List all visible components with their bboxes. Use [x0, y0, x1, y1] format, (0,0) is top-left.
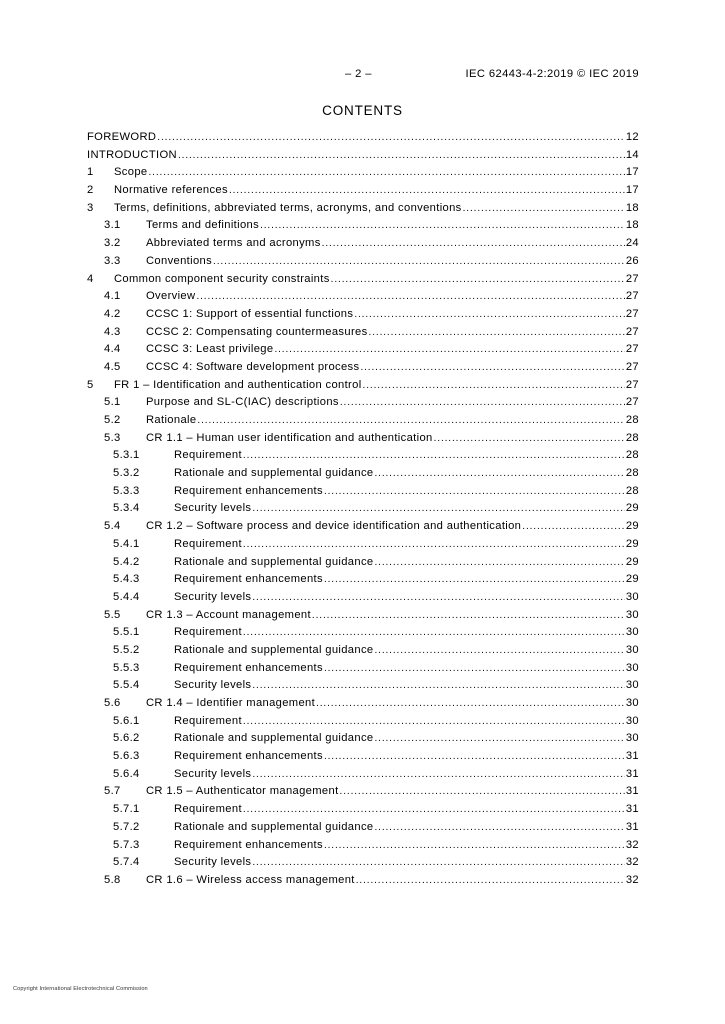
dot-leader — [363, 377, 625, 395]
toc-entry-number: 5.4 — [104, 520, 121, 533]
toc-entry-line — [114, 271, 639, 289]
toc-entry-number: 5.6.4 — [113, 767, 140, 780]
toc-entry[interactable] — [87, 500, 639, 518]
toc-entry-page: 31 — [625, 767, 639, 780]
toc-entry[interactable] — [87, 571, 639, 589]
toc-entry-title: Terms and definitions — [146, 219, 260, 232]
toc-entry-page: 30 — [625, 643, 639, 656]
toc-entry-number: 5.4.4 — [113, 590, 140, 603]
toc-entry-title: Requirement enhancements — [174, 573, 323, 586]
toc-entry-number: 5.4.3 — [113, 573, 140, 586]
dot-leader — [374, 819, 624, 837]
toc-entry[interactable] — [87, 854, 639, 872]
toc-entry[interactable] — [87, 465, 639, 483]
dot-leader — [252, 766, 624, 784]
toc-entry-number: 4 — [87, 272, 94, 285]
toc-entry-page: 32 — [625, 856, 639, 869]
toc-entry[interactable] — [87, 766, 639, 784]
toc-entry-number: 3.2 — [104, 237, 121, 250]
toc-entry-line — [87, 129, 639, 147]
toc-entry-number: 4.2 — [104, 307, 121, 320]
toc-entry-number: 5 — [87, 378, 94, 391]
toc-entry-number: 5.8 — [104, 873, 121, 886]
toc-entry-page: 29 — [625, 573, 639, 586]
toc-entry[interactable] — [87, 483, 639, 501]
toc-entry-page: 31 — [625, 803, 639, 816]
toc-entry-title: Requirement — [174, 626, 242, 639]
toc-entry-page: 30 — [625, 697, 639, 709]
toc-entry-page: 30 — [625, 714, 639, 727]
dot-leader — [252, 500, 624, 518]
toc-entry-line — [146, 288, 639, 306]
toc-entry-line — [146, 607, 639, 625]
toc-entry-title: Requirement — [174, 449, 242, 462]
toc-entry-number: 5.3.1 — [113, 449, 140, 462]
toc-entry-page: 27 — [625, 360, 639, 373]
dot-leader — [324, 837, 625, 855]
toc-entry[interactable] — [87, 288, 639, 306]
toc-entry[interactable] — [87, 536, 639, 554]
toc-entry[interactable] — [87, 324, 639, 342]
dot-leader — [360, 359, 624, 377]
toc-entry-page: 26 — [625, 254, 639, 267]
dot-leader — [243, 801, 625, 819]
toc-entry-title: Common component security constraints — [114, 272, 330, 285]
dot-leader — [196, 288, 624, 306]
dot-leader — [252, 589, 624, 607]
dot-leader — [316, 695, 625, 713]
toc-entry[interactable] — [87, 147, 639, 165]
toc-entry[interactable] — [87, 730, 639, 748]
toc-entry-title: CR 1.1 – Human user identification and authentication — [146, 431, 433, 444]
toc-entry[interactable] — [87, 677, 639, 695]
dot-leader — [148, 164, 624, 182]
toc-entry[interactable] — [87, 341, 639, 359]
contents-title: CONTENTS — [322, 103, 403, 118]
toc-entry[interactable] — [87, 783, 639, 801]
toc-entry-title: CCSC 2: Compensating countermeasures — [146, 325, 368, 338]
toc-entry-title: FR 1 – Identification and authentication control — [114, 378, 362, 391]
toc-entry[interactable] — [87, 801, 639, 819]
toc-entry-number: 5.3.3 — [113, 484, 140, 497]
toc-entry-line — [146, 306, 639, 324]
toc-entry[interactable] — [87, 872, 639, 890]
toc-entry-title: INTRODUCTION — [87, 148, 177, 161]
dot-leader — [324, 571, 625, 589]
toc-entry-line — [146, 783, 639, 801]
toc-entry-line — [146, 341, 639, 359]
toc-entry[interactable] — [87, 306, 639, 324]
table-of-contents — [87, 129, 639, 890]
toc-entry-title: Abbreviated terms and acronyms — [146, 237, 321, 250]
toc-entry-number: 5.5.1 — [113, 626, 140, 639]
dot-leader — [356, 872, 625, 890]
toc-entry-line — [146, 394, 639, 412]
toc-entry-number: 5.2 — [104, 414, 121, 426]
toc-entry-line — [174, 483, 639, 501]
toc-entry-number: 5.6.2 — [113, 732, 140, 745]
toc-entry-line — [174, 748, 639, 766]
toc-entry-line — [174, 642, 639, 660]
page-number: – 2 – — [345, 68, 372, 80]
dot-leader — [252, 677, 624, 695]
toc-entry-line — [174, 624, 639, 642]
toc-entry-line — [174, 589, 639, 607]
toc-entry-number: 5.7.1 — [113, 803, 140, 816]
standard-identifier: IEC 62443-4-2:2019 © IEC 2019 — [465, 68, 639, 80]
toc-entry-page: 31 — [625, 750, 639, 763]
toc-entry-title: Rationale and supplemental guidance — [174, 555, 374, 568]
dot-leader — [157, 129, 625, 147]
toc-entry-number: 5.5.4 — [113, 679, 140, 692]
toc-entry-page: 12 — [625, 131, 639, 143]
toc-entry[interactable] — [87, 182, 639, 200]
toc-entry-title: Security levels — [174, 679, 252, 692]
toc-entry-page: 30 — [625, 590, 639, 603]
toc-entry[interactable] — [87, 394, 639, 412]
toc-entry-title: Requirement enhancements — [174, 661, 323, 674]
toc-entry-page: 27 — [625, 290, 639, 303]
toc-entry-title: Scope — [114, 166, 148, 179]
toc-entry-line — [174, 500, 639, 518]
toc-entry[interactable] — [87, 589, 639, 607]
dot-leader — [322, 235, 625, 253]
toc-entry-page: 31 — [625, 785, 639, 798]
toc-entry[interactable] — [87, 412, 639, 430]
toc-entry-title: Security levels — [174, 590, 252, 603]
dot-leader — [463, 200, 625, 218]
toc-entry-line — [146, 872, 639, 890]
toc-entry-number: 5.3.2 — [113, 467, 140, 480]
dot-leader — [374, 554, 624, 572]
toc-entry-page: 30 — [625, 626, 639, 639]
toc-entry-line — [114, 164, 639, 182]
toc-entry-number: 5.5.2 — [113, 643, 140, 656]
toc-entry[interactable] — [87, 271, 639, 289]
toc-entry-page: 27 — [625, 307, 639, 320]
toc-entry-title: CR 1.3 – Account management — [146, 608, 311, 621]
dot-leader — [331, 271, 625, 289]
toc-entry[interactable] — [87, 253, 639, 271]
toc-entry-number: 3 — [87, 201, 94, 214]
toc-entry-number: 5.4.1 — [113, 537, 140, 550]
toc-entry-number: 5.4.2 — [113, 555, 140, 568]
toc-entry[interactable] — [87, 377, 639, 395]
toc-entry-page: 32 — [625, 873, 639, 886]
toc-entry-page: 30 — [625, 608, 639, 621]
toc-entry-title: CR 1.5 – Authenticator management — [146, 785, 339, 798]
toc-entry-page: 29 — [625, 520, 639, 533]
toc-entry-number: 3.1 — [104, 219, 121, 232]
toc-entry-title: Requirement — [174, 714, 242, 727]
dot-leader — [434, 430, 625, 448]
toc-entry-number: 2 — [87, 184, 94, 197]
toc-entry-title: CCSC 1: Support of essential functions — [146, 307, 354, 320]
dot-leader — [369, 324, 625, 342]
copyright-notice: Copyright International Electrotechnical Commission — [13, 986, 148, 992]
toc-entry-line — [146, 412, 639, 430]
toc-entry-page: 28 — [625, 484, 639, 497]
toc-entry-page: 27 — [625, 343, 639, 356]
toc-entry-line — [174, 536, 639, 554]
toc-entry[interactable] — [87, 660, 639, 678]
toc-entry-title: Rationale and supplemental guidance — [174, 467, 374, 480]
toc-entry-line — [174, 730, 639, 748]
toc-entry[interactable] — [87, 430, 639, 448]
dot-leader — [243, 447, 625, 465]
toc-entry[interactable] — [87, 235, 639, 253]
toc-entry-number: 4.5 — [104, 360, 121, 373]
toc-entry-number: 5.7.4 — [113, 856, 140, 869]
toc-entry-title: FOREWORD — [87, 131, 157, 143]
toc-entry-number: 5.6.1 — [113, 714, 140, 727]
toc-entry-number: 5.7 — [104, 785, 121, 798]
toc-entry-page: 27 — [625, 378, 639, 391]
toc-entry-title: Normative references — [114, 184, 228, 197]
dot-leader — [324, 483, 625, 501]
toc-entry-line — [174, 465, 639, 483]
toc-entry-line — [174, 837, 639, 855]
toc-entry-line — [114, 377, 639, 395]
toc-entry[interactable] — [87, 129, 639, 147]
toc-entry-line — [174, 854, 639, 872]
toc-entry-page: 18 — [625, 201, 639, 214]
toc-entry-page: 29 — [625, 555, 639, 568]
toc-entry-line — [146, 235, 639, 253]
dot-leader — [340, 783, 625, 801]
toc-entry-page: 14 — [625, 148, 639, 161]
dot-leader — [213, 253, 625, 271]
toc-entry-line — [174, 447, 639, 465]
toc-entry-page: 18 — [625, 219, 639, 232]
page-header — [0, 68, 725, 84]
dot-leader — [312, 607, 625, 625]
toc-entry-page: 30 — [625, 732, 639, 745]
dot-leader — [178, 147, 625, 165]
toc-entry-title: Rationale and supplemental guidance — [174, 820, 374, 833]
toc-entry-number: 5.1 — [104, 396, 121, 409]
toc-entry-number: 1 — [87, 166, 94, 179]
toc-entry-number: 5.6.3 — [113, 750, 140, 763]
toc-entry-title: CR 1.4 – Identifier management — [146, 697, 316, 709]
toc-entry[interactable] — [87, 713, 639, 731]
dot-leader — [229, 182, 625, 200]
toc-entry-page: 27 — [625, 325, 639, 338]
toc-entry-line — [146, 359, 639, 377]
toc-entry-page: 28 — [625, 449, 639, 462]
toc-entry-line — [114, 182, 639, 200]
toc-entry-number: 5.7.3 — [113, 838, 140, 851]
toc-entry[interactable] — [87, 554, 639, 572]
toc-entry-number: 4.1 — [104, 290, 121, 303]
toc-entry-title: Purpose and SL-C(IAC) descriptions — [146, 396, 339, 409]
toc-entry-number: 4.4 — [104, 343, 121, 356]
toc-entry-page: 30 — [625, 661, 639, 674]
toc-entry-line — [174, 660, 639, 678]
toc-entry[interactable] — [87, 837, 639, 855]
toc-entry-line — [174, 801, 639, 819]
dot-leader — [243, 536, 625, 554]
toc-entry-title: Requirement — [174, 537, 242, 550]
toc-entry[interactable] — [87, 607, 639, 625]
dot-leader — [197, 412, 624, 430]
dot-leader — [243, 713, 625, 731]
toc-entry-number: 5.3.4 — [113, 502, 140, 515]
toc-entry-title: CCSC 3: Least privilege — [146, 343, 274, 356]
toc-entry-title: Requirement enhancements — [174, 484, 323, 497]
dot-leader — [243, 624, 625, 642]
toc-entry-line — [114, 200, 639, 218]
toc-entry-line — [174, 554, 639, 572]
toc-entry[interactable] — [87, 695, 639, 713]
toc-entry-title: Rationale and supplemental guidance — [174, 732, 374, 745]
toc-entry-page: 30 — [625, 679, 639, 692]
dot-leader — [252, 854, 624, 872]
toc-entry-title: Rationale — [146, 414, 197, 426]
toc-entry-title: Security levels — [174, 767, 252, 780]
toc-entry-number: 5.3 — [104, 431, 121, 444]
toc-entry[interactable] — [87, 819, 639, 837]
toc-entry-page: 31 — [625, 820, 639, 833]
toc-entry-title: Requirement enhancements — [174, 838, 323, 851]
toc-entry-line — [146, 253, 639, 271]
toc-entry-title: Overview — [146, 290, 196, 303]
toc-entry-number: 3.3 — [104, 254, 121, 267]
toc-entry-line — [174, 819, 639, 837]
toc-entry-line — [174, 571, 639, 589]
toc-entry-page: 17 — [625, 184, 639, 197]
toc-entry-line — [87, 147, 639, 165]
toc-entry-page: 29 — [625, 537, 639, 550]
toc-entry[interactable] — [87, 518, 639, 536]
toc-entry[interactable] — [87, 624, 639, 642]
toc-entry-number: 5.7.2 — [113, 820, 140, 833]
toc-entry-page: 27 — [625, 396, 639, 409]
toc-entry-line — [146, 217, 639, 235]
toc-entry[interactable] — [87, 447, 639, 465]
toc-entry-title: Conventions — [146, 254, 213, 267]
dot-leader — [374, 465, 624, 483]
toc-entry-number: 4.3 — [104, 325, 121, 338]
toc-entry-title: Security levels — [174, 502, 252, 515]
toc-entry-line — [174, 713, 639, 731]
dot-leader — [522, 518, 625, 536]
toc-entry-title: Requirement enhancements — [174, 750, 323, 763]
dot-leader — [354, 306, 625, 324]
toc-entry-title: Security levels — [174, 856, 252, 869]
toc-entry-line — [146, 430, 639, 448]
toc-entry-line — [146, 324, 639, 342]
toc-entry[interactable] — [87, 642, 639, 660]
toc-entry[interactable] — [87, 217, 639, 235]
dot-leader — [324, 748, 625, 766]
toc-entry-page: 27 — [625, 272, 639, 285]
toc-entry-line — [146, 695, 639, 713]
dot-leader — [340, 394, 625, 412]
toc-entry[interactable] — [87, 748, 639, 766]
dot-leader — [374, 730, 624, 748]
toc-entry-title: CR 1.2 – Software process and device identification and authentication — [146, 520, 522, 533]
toc-entry-page: 28 — [625, 431, 639, 444]
toc-entry-line — [146, 518, 639, 536]
toc-entry[interactable] — [87, 200, 639, 218]
dot-leader — [374, 642, 624, 660]
toc-entry-page: 32 — [625, 838, 639, 851]
toc-entry-line — [174, 677, 639, 695]
toc-entry[interactable] — [87, 164, 639, 182]
toc-entry-number: 5.6 — [104, 697, 121, 709]
dot-leader — [324, 660, 625, 678]
toc-entry-title: CR 1.6 – Wireless access management — [146, 873, 355, 886]
toc-entry-number: 5.5 — [104, 608, 121, 621]
toc-entry-page: 28 — [625, 414, 639, 426]
toc-entry-title: Rationale and supplemental guidance — [174, 643, 374, 656]
toc-entry-page: 28 — [625, 467, 639, 480]
dot-leader — [274, 341, 624, 359]
toc-entry-title: Requirement — [174, 803, 242, 816]
toc-entry-title: CCSC 4: Software development process — [146, 360, 360, 373]
toc-entry-title: Terms, definitions, abbreviated terms, acronyms, and conventions — [114, 201, 462, 214]
toc-entry-page: 24 — [625, 237, 639, 250]
toc-entry-number: 5.5.3 — [113, 661, 140, 674]
toc-entry[interactable] — [87, 359, 639, 377]
toc-entry-page: 29 — [625, 502, 639, 515]
toc-entry-page: 17 — [625, 166, 639, 179]
toc-entry-line — [174, 766, 639, 784]
dot-leader — [260, 217, 625, 235]
